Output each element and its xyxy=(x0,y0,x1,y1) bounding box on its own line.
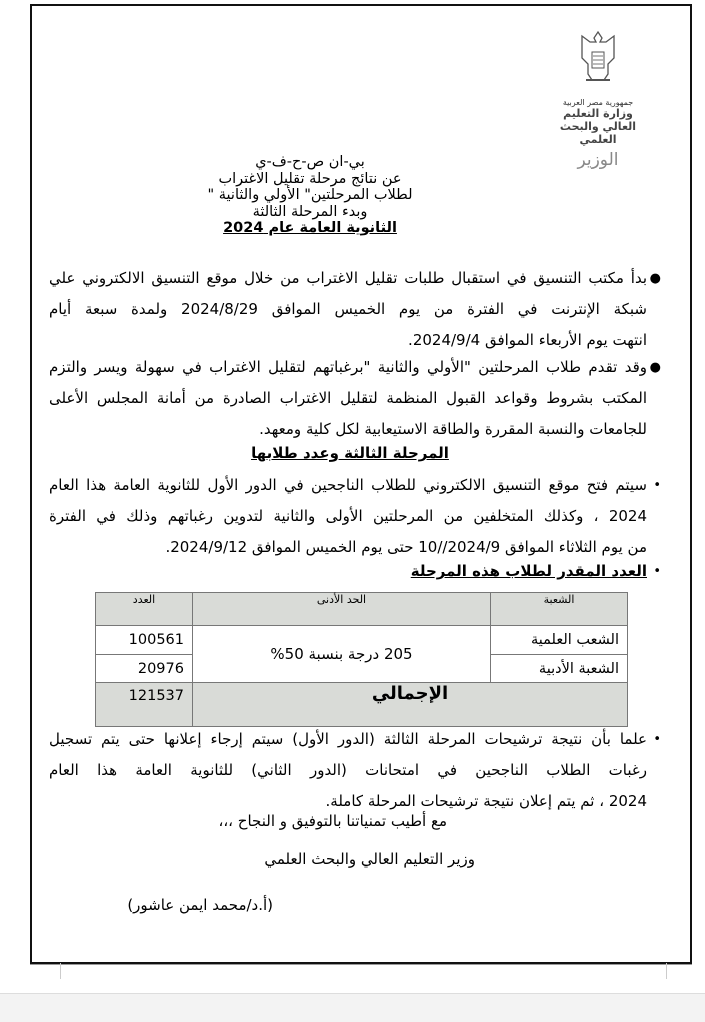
text-line: 2024 ، وكذلك المتخلفين من المرحلتين الأولى والثانية لتدوين رغباتهم وذلك في الفترة xyxy=(49,507,647,525)
branch-cell: الشعب العلمية xyxy=(491,626,628,655)
eagle-emblem-icon xyxy=(578,28,618,88)
table-header-row xyxy=(96,593,628,626)
header-count: العدد xyxy=(96,593,193,626)
bullet-icon: ● xyxy=(649,271,661,286)
minister-label: الوزير xyxy=(577,150,619,170)
bullet-icon: • xyxy=(653,478,661,493)
text-line: 2024 ، ثم يتم إعلان نتيجة ترشيحات المرحلة كاملة. xyxy=(325,792,647,810)
title-line: بي-ان ص-ح-ف-ي xyxy=(255,154,365,170)
viewer-bottom-bar xyxy=(0,993,705,1022)
press-release-title xyxy=(150,154,470,237)
header-branch: الشعبة xyxy=(491,593,628,626)
text-line: بدأ مكتب التنسيق في استقبال طلبات تقليل الاغتراب من خلال موقع التنسيق الالكتروني علي xyxy=(49,269,647,287)
minimum-cell: 205 درجة بنسبة 50% xyxy=(193,626,491,683)
header-minimum: الحد الأدنى xyxy=(193,593,491,626)
bullet-icon: ● xyxy=(649,360,661,375)
bullet-icon: • xyxy=(653,564,661,579)
table-row xyxy=(96,626,628,655)
title-year: الثانوية العامة عام 2024 xyxy=(223,220,397,236)
students-table xyxy=(95,592,628,727)
total-value: 121537 xyxy=(96,683,193,727)
table-heading: العدد المقدر لطلاب هذه المرحلة xyxy=(410,562,647,580)
signature-name: (أ.د/محمد ايمن عاشور) xyxy=(127,896,273,914)
signature-title: وزير التعليم العالي والبحث العلمي xyxy=(264,850,475,868)
closing-text: مع أطيب تمنياتنا بالتوفيق و النجاح ،،، xyxy=(218,812,447,830)
text-line: رغبات الطلاب الناجحين في امتحانات (الدور الثاني) للثانوية العامة هذا العام xyxy=(49,761,647,779)
paragraph-1 xyxy=(49,263,661,356)
section-heading: المرحلة الثالثة وعدد طلابها xyxy=(251,444,449,462)
branch-cell: الشعبة الأدبية xyxy=(491,655,628,683)
paragraph-3 xyxy=(49,470,661,563)
total-label: الإجمالي xyxy=(193,683,628,727)
ministry-logo xyxy=(553,28,643,170)
crop-mark xyxy=(60,963,61,979)
title-line: لطلاب المرحلتين" الأولي والثانية " xyxy=(207,187,413,203)
text-line: وقد تقدم طلاب المرحلتين "الأولي والثانية "برغباتهم لتقليل الاغتراب في سهولة ويسر والتزم xyxy=(49,358,647,376)
text-line: المكتب بشروط وقواعد القبول المنظمة لتقليل الاغتراب الصادرة من أمانة المجلس الأعلى xyxy=(49,389,647,407)
ministry-name: وزارة التعليم العالي والبحث العلمي xyxy=(559,107,637,146)
text-line: من يوم الثلاثاء الموافق 2024/9//10 حتى يوم الخميس الموافق 2024/9/12. xyxy=(165,538,647,556)
text-line: للجامعات والنسبة المقررة والطاقة الاستيعابية لكل كلية ومعهد. xyxy=(259,420,647,438)
count-cell: 20976 xyxy=(96,655,193,683)
crop-mark xyxy=(666,963,667,979)
text-line: علما بأن نتيجة ترشيحات المرحلة الثالثة (الدور الأول) سيتم إرجاء إعلانها حتى يتم تسجيل xyxy=(49,730,647,748)
paragraph-4 xyxy=(49,724,661,817)
text-line: شبكة الإنترنت في الفترة من يوم الخميس الموافق 2024/8/29 ولمدة سبعة أيام xyxy=(49,300,647,318)
title-line: عن نتائج مرحلة تقليل الاغتراب xyxy=(218,170,402,187)
country-name: جمهورية مصر العربية xyxy=(562,98,634,107)
paragraph-2 xyxy=(49,352,661,445)
text-line: انتهت يوم الأربعاء الموافق 2024/9/4. xyxy=(408,331,647,349)
bullet-icon: • xyxy=(653,732,661,747)
table-total-row xyxy=(96,683,628,727)
count-cell: 100561 xyxy=(96,626,193,655)
text-line: سيتم فتح موقع التنسيق الالكتروني للطلاب الناجحين في الدور الأول للثانوية العامة هذا العام xyxy=(49,476,647,494)
title-line: وبدء المرحلة الثالثة xyxy=(252,203,368,220)
table-heading-row xyxy=(49,556,661,587)
